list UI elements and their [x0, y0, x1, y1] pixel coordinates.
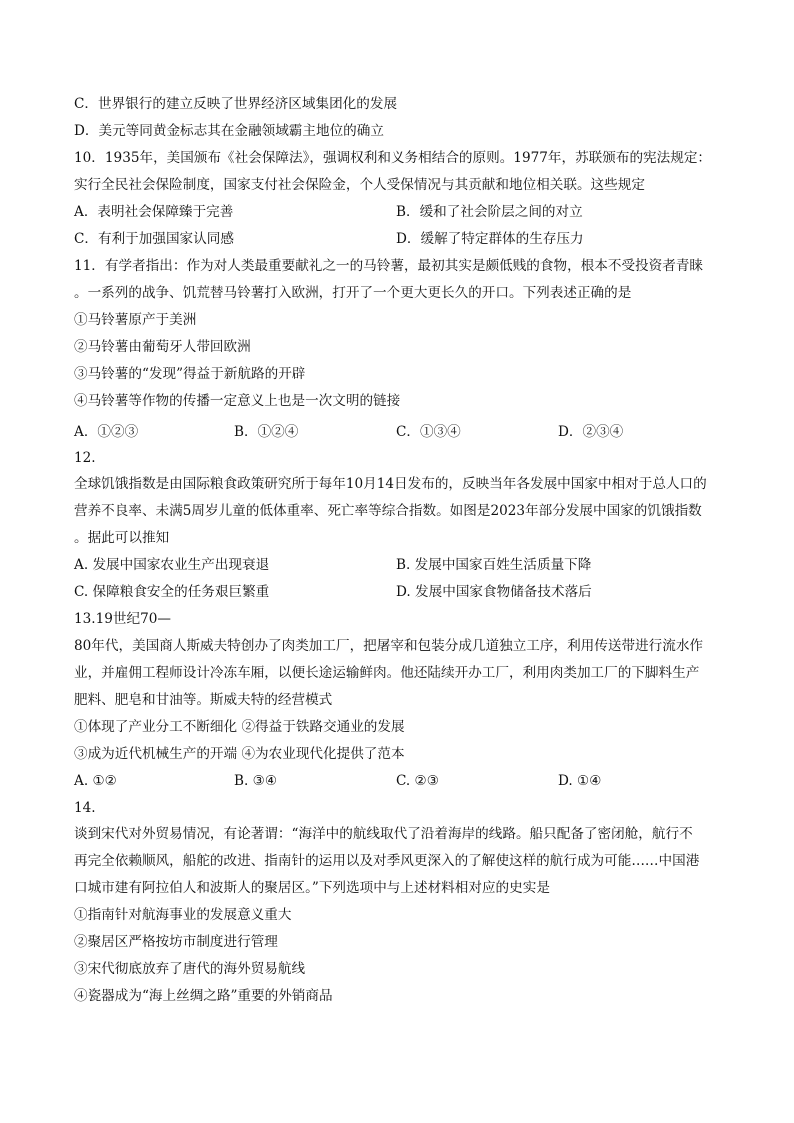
- q10-option-d: D．缓解了特定群体的生存压力: [396, 231, 584, 247]
- q11-stem-line-1: 11．有学者指出：作为对人类最重要献礼之一的马铃薯，最初其实是颇低贱的食物，根本不受投资者青睐: [74, 258, 704, 274]
- q10-option-a: A．表明社会保障臻于完善: [74, 204, 234, 220]
- q10-stem-line-2: 实行全民社会保险制度，国家支付社会保险金，个人受保情况与其贡献和地位相关联。这些规定: [74, 177, 645, 193]
- q12-stem-line-1: 全球饥饿指数是由国际粮食政策研究所于每年10月14日发布的，反映当年各发展中国家中相对于总人口的: [74, 476, 707, 492]
- q14-stem-line-3: 口城市建有阿拉伯人和波斯人的聚居区。”下列选项中与上述材料相对应的史实是: [74, 880, 550, 896]
- q12-stem-line-3: 。据此可以推知: [74, 530, 170, 546]
- q13-option-b: B. ③④: [234, 773, 278, 789]
- q10-option-b: B．缓和了社会阶层之间的对立: [396, 204, 583, 220]
- q13-option-c: C. ②③: [396, 773, 439, 789]
- q10-option-c: C．有利于加强国家认同感: [74, 231, 234, 247]
- q13-stem-line-1: 80年代，美国商人斯威夫特创办了肉类加工厂，把屠宰和包装分成几道独立工序，利用传送带进行流水作: [74, 638, 704, 654]
- q13-stem-line-2: 业，并雇佣工程师设计冷冻车厢，以便长途运输鲜肉。他还陆续开办工厂，利用肉类加工厂的下脚料生产: [74, 665, 700, 681]
- q13-option-a: A. ①②: [74, 773, 117, 789]
- q14-item-2: ②聚居区严格按坊市制度进行管理: [74, 934, 278, 950]
- q13-stem-line-3: 肥料、肥皂和甘油等。斯威夫特的经营模式: [74, 692, 333, 708]
- q14-item-4: ④瓷器成为“海上丝绸之路”重要的外销商品: [74, 988, 333, 1004]
- q11-item-2: ②马铃薯由葡萄牙人带回欧洲: [74, 339, 251, 355]
- q11-option-a: A．①②③: [74, 424, 139, 440]
- q14-number: 14.: [74, 800, 96, 816]
- q14-item-3: ③宋代彻底放弃了唐代的海外贸易航线: [74, 961, 306, 977]
- q12-option-d: D. 发展中国家食物储备技术落后: [396, 584, 592, 600]
- q13-number: 13.19世纪70—: [74, 611, 171, 627]
- q13-items-line-2: ③成为近代机械生产的开端 ④为农业现代化提供了范本: [74, 746, 405, 762]
- q11-option-b: B．①②④: [234, 424, 299, 440]
- q11-stem-line-2: 。一系列的战争、饥荒替马铃薯打入欧洲，打开了一个更大更长久的开口。下列表述正确的是: [74, 285, 632, 301]
- q14-stem-line-2: 再完全依赖顺风，船舵的改进、指南针的运用以及对季风更深入的了解使这样的航行成为可能……中国港: [74, 853, 700, 869]
- q11-options: [74, 422, 734, 442]
- q12-number: 12.: [74, 450, 96, 466]
- q9-option-d: D．美元等同黄金标志其在金融领域霸主地位的确立: [74, 123, 384, 139]
- q12-option-b: B. 发展中国家百姓生活质量下降: [396, 557, 592, 573]
- q14-stem-line-1: 谈到宋代对外贸易情况，有论著谓：“海洋中的航线取代了沿着海岸的线路。船只配备了密闭舱，航行不: [74, 826, 693, 842]
- q13-options: [74, 771, 734, 791]
- q12-option-a: A. 发展中国家农业生产出现衰退: [74, 557, 270, 573]
- q11-option-d: D．②③④: [558, 424, 624, 440]
- q11-item-1: ①马铃薯原产于美洲: [74, 312, 197, 328]
- q14-item-1: ①指南针对航海事业的发展意义重大: [74, 907, 292, 923]
- q10-stem-line-1: 10．1935年，美国颁布《社会保障法》，强调权利和义务相结合的原则。1977年，苏联颁布的宪法规定：: [74, 150, 712, 166]
- q9-option-c: C．世界银行的建立反映了世界经济区域集团化的发展: [74, 96, 398, 112]
- q12-option-c: C. 保障粮食安全的任务艰巨繁重: [74, 584, 270, 600]
- q11-item-3: ③马铃薯的“发现”得益于新航路的开辟: [74, 366, 306, 382]
- q11-option-c: C．①③④: [396, 424, 461, 440]
- q12-stem-line-2: 营养不良率、未满5周岁儿童的低体重率、死亡率等综合指数。如图是2023年部分发展中国家的饥饿指数: [74, 503, 702, 519]
- q13-items-line-1: ①体现了产业分工不断细化 ②得益于铁路交通业的发展: [74, 719, 405, 735]
- q13-option-d: D. ①④: [558, 773, 602, 789]
- q11-item-4: ④马铃薯等作物的传播一定意义上也是一次文明的链接: [74, 393, 401, 409]
